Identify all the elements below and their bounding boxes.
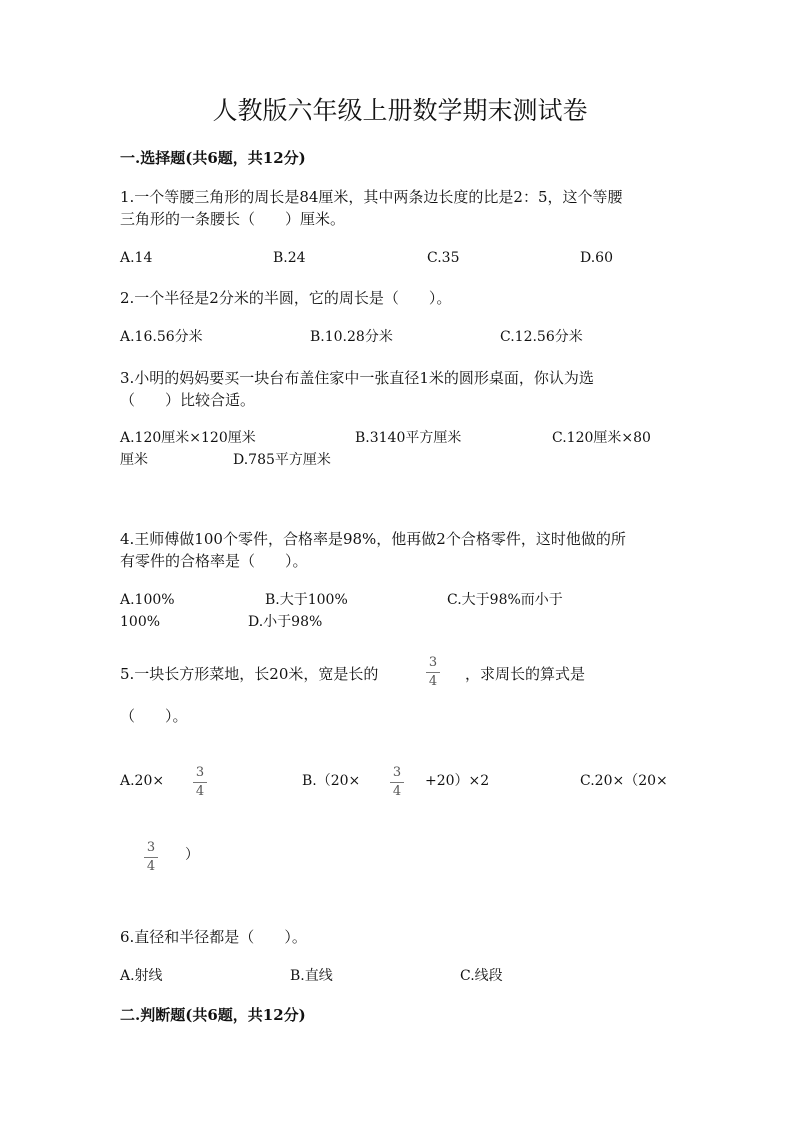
page-title: 人教版六年级上册数学期末测试卷 <box>212 96 588 125</box>
section-heading-judgement: 二.判断题(共6题，共12分) <box>120 1006 306 1024</box>
fraction-denominator: 4 <box>428 674 438 689</box>
fraction-numerator: 3 <box>428 655 438 670</box>
q5-option-c-part-1: C.20×（20× <box>580 773 668 789</box>
q5-option-a: A.20× <box>120 773 165 789</box>
q1-option-c: C.35 <box>427 250 460 266</box>
q4-option-a: A.100% <box>120 592 175 608</box>
q6-option-c: C.线段 <box>460 968 503 984</box>
q3-option-d: D.785平方厘米 <box>233 452 331 468</box>
q5-option-b-part-1: B.（20× <box>302 773 361 789</box>
fraction-three-quarters <box>389 766 405 799</box>
fraction-bar <box>144 857 158 858</box>
q3-option-a: A.120厘米×120厘米 <box>120 430 256 446</box>
q4-option-c-continued: 100% <box>120 614 161 630</box>
fraction-three-quarters <box>425 656 441 689</box>
question-5-line-1a: 5.一块长方形菜地，长20米，宽是长的 <box>120 665 379 683</box>
fraction-numerator: 3 <box>146 840 156 855</box>
question-6-line-1: 6.直径和半径都是（ ）。 <box>120 928 307 946</box>
question-1-line-2: 三角形的一条腰长（ ）厘米。 <box>120 210 346 228</box>
q5-option-b-part-2: +20）×2 <box>425 773 490 789</box>
q1-option-d: D.60 <box>580 250 613 266</box>
question-5-line-1b: ，求周长的算式是 <box>465 665 586 683</box>
q4-option-c: C.大于98%而小于 <box>447 592 563 608</box>
q2-option-c: C.12.56分米 <box>500 329 583 345</box>
question-4-line-1: 4.王师傅做100个零件，合格率是98%，他再做2个合格零件，这时他做的所 <box>120 530 626 548</box>
fraction-three-quarters <box>143 841 159 874</box>
q1-option-a: A.14 <box>120 250 153 266</box>
question-3-line-2: （ ）比较合适。 <box>120 391 256 409</box>
q3-option-c-continued: 厘米 <box>120 452 148 468</box>
fraction-denominator: 4 <box>195 784 205 799</box>
q5-option-c-part-2: ） <box>185 847 199 863</box>
question-3-line-1: 3.小明的妈妈要买一块台布盖住家中一张直径1米的圆形桌面，你认为选 <box>120 369 594 387</box>
fraction-denominator: 4 <box>146 859 156 874</box>
fraction-numerator: 3 <box>392 765 402 780</box>
fraction-bar <box>390 782 404 783</box>
fraction-denominator: 4 <box>392 784 402 799</box>
fraction-bar <box>193 782 207 783</box>
question-1-line-1: 1.一个等腰三角形的周长是84厘米，其中两条边长度的比是2：5，这个等腰 <box>120 188 623 206</box>
question-4-line-2: 有零件的合格率是（ ）。 <box>120 552 308 570</box>
q6-option-b: B.直线 <box>290 968 333 984</box>
q3-option-b: B.3140平方厘米 <box>355 430 462 446</box>
q2-option-a: A.16.56分米 <box>120 329 203 345</box>
q3-option-c: C.120厘米×80 <box>552 430 651 446</box>
fraction-bar <box>426 672 440 673</box>
q6-option-a: A.射线 <box>120 968 163 984</box>
fraction-three-quarters <box>192 766 208 799</box>
q4-option-d: D.小于98% <box>248 614 323 630</box>
q4-option-b: B.大于100% <box>265 592 348 608</box>
q2-option-b: B.10.28分米 <box>310 329 393 345</box>
q1-option-b: B.24 <box>273 250 306 266</box>
section-heading-choice: 一.选择题(共6题，共12分) <box>120 149 306 167</box>
question-2-line-1: 2.一个半径是2分米的半圆，它的周长是（ ）。 <box>120 289 452 307</box>
fraction-numerator: 3 <box>195 765 205 780</box>
question-5-line-2: （ ）。 <box>120 707 188 725</box>
